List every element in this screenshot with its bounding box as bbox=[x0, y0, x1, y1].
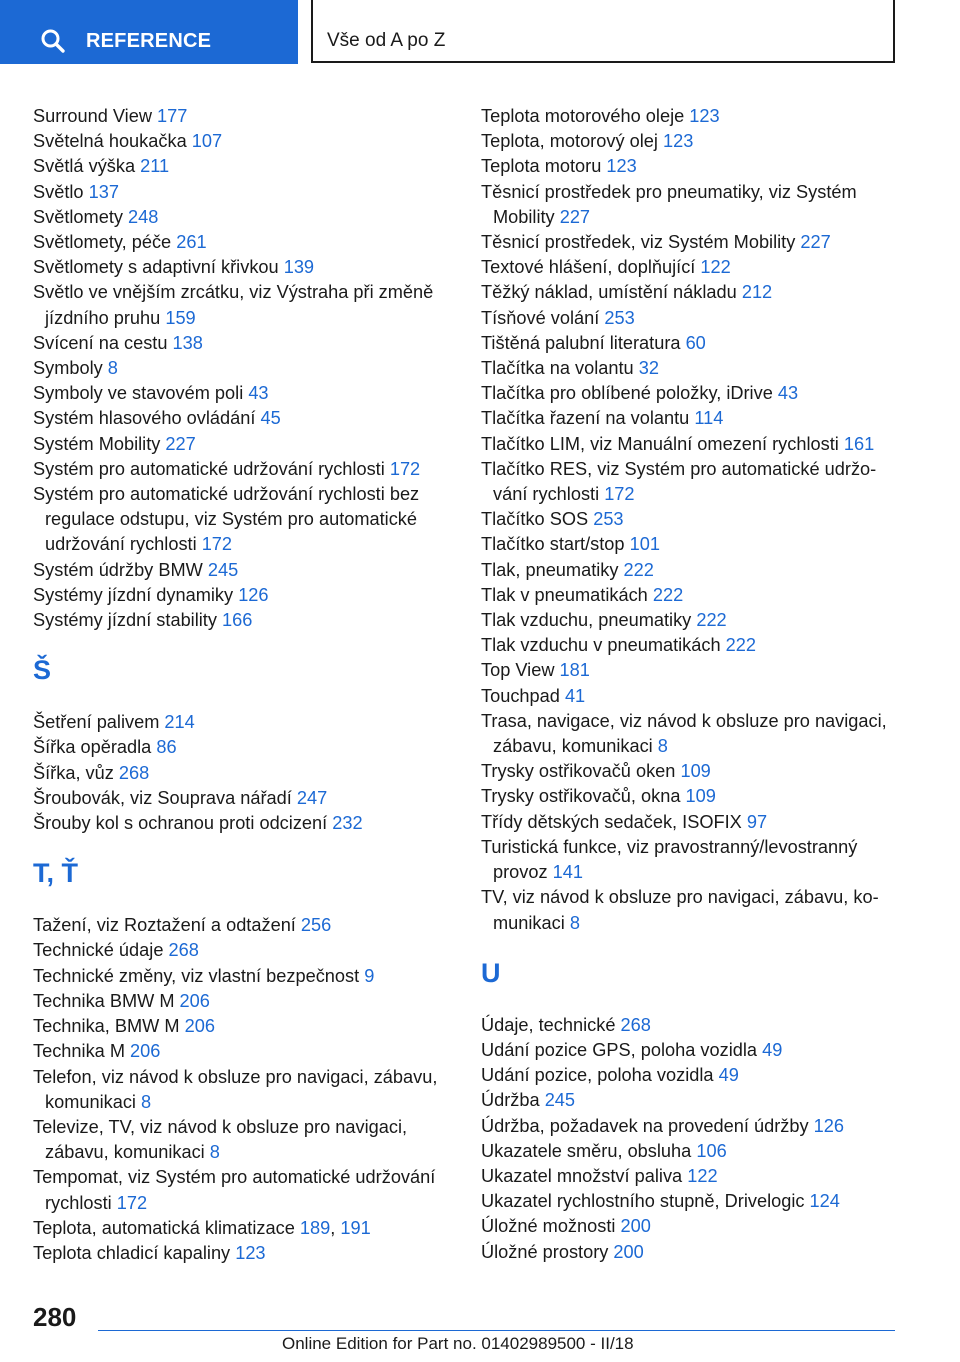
index-entry-text: Tlačítka řazení na volantu bbox=[481, 408, 695, 429]
index-entry-text: Tažení, viz Roztažení a odtažení bbox=[33, 915, 301, 936]
index-entry-text: Světlomety, péče bbox=[33, 232, 177, 253]
index-entry-text: Tísňové volání bbox=[481, 307, 605, 328]
page-link[interactable]: 123 bbox=[662, 131, 694, 152]
index-entry-text: Teplota, motorový olej bbox=[481, 131, 663, 152]
index-entry bbox=[33, 989, 453, 1014]
index-entry-text: Údržba, požadavek na provedení údržby bbox=[481, 1115, 814, 1136]
index-entry-text: Světlo bbox=[33, 181, 89, 202]
index-entry bbox=[481, 709, 901, 759]
index-entry-text: Trysky ostřikovačů, okna bbox=[481, 786, 686, 807]
index-entry-text: Technické změny, viz vlastní bezpečnost bbox=[33, 965, 365, 986]
page-link[interactable]: 106 bbox=[696, 1140, 727, 1161]
page-link[interactable]: 253 bbox=[604, 307, 635, 328]
index-entry bbox=[481, 1240, 901, 1265]
index-entry bbox=[481, 1139, 901, 1164]
index-entry-text: Světlomety s adaptivní křivkou bbox=[33, 257, 284, 278]
page-link[interactable]: 8 bbox=[569, 912, 580, 933]
page-link[interactable]: 268 bbox=[620, 1014, 651, 1035]
page-link[interactable]: 109 bbox=[685, 786, 716, 807]
page-link[interactable]: 189 bbox=[299, 1217, 331, 1238]
index-entry bbox=[33, 558, 453, 583]
index-entry-text: Systém Mobility bbox=[33, 433, 166, 454]
index-entry bbox=[481, 180, 901, 230]
page-link[interactable]: 124 bbox=[809, 1191, 840, 1212]
index-entry bbox=[33, 104, 453, 129]
page-link[interactable]: 222 bbox=[725, 635, 757, 656]
page-link[interactable]: 214 bbox=[164, 712, 195, 733]
index-entry-text: Úložné prostory bbox=[481, 1241, 614, 1262]
index-entry-text: Teplota motorového oleje bbox=[481, 106, 690, 126]
index-entry-text: Trysky ostřikovačů oken bbox=[481, 761, 681, 782]
page-link[interactable]: 137 bbox=[88, 181, 119, 202]
page-link[interactable]: 248 bbox=[128, 206, 159, 227]
index-entry bbox=[481, 532, 901, 557]
page-header bbox=[0, 0, 960, 66]
index-entry-text: TV, viz návod k obsluze pro navigaci, zábavu, komunikaci bbox=[481, 887, 879, 933]
index-entry-text: Technika BMW M bbox=[33, 990, 180, 1011]
index-entry bbox=[481, 306, 901, 331]
section-heading: U bbox=[481, 957, 501, 988]
page-link[interactable]: 32 bbox=[638, 358, 659, 379]
index-entry-text: Šířka, vůz bbox=[33, 762, 119, 783]
index-entry bbox=[33, 811, 453, 836]
index-entry-text: Tlak vzduchu, pneumatiky bbox=[481, 610, 697, 631]
index-entry bbox=[33, 1241, 453, 1266]
index-entry-text: Tlačítko LIM, viz Manuální omezení rychlosti bbox=[481, 433, 844, 454]
index-entry-text: Tlačítko SOS bbox=[481, 509, 594, 530]
index-entry-text: Turistická funkce, viz pravostranný/levostranný provoz bbox=[481, 836, 858, 883]
page-link[interactable]: 200 bbox=[620, 1216, 651, 1237]
index-entry-text: Tištěná palubní literatura bbox=[481, 332, 686, 353]
index-entry-text: Systém hlasového ovládání bbox=[33, 408, 261, 429]
index-entry-text: Šířka opěradla bbox=[33, 737, 157, 758]
index-entry bbox=[33, 457, 453, 482]
index-entry bbox=[33, 406, 453, 431]
index-entry-text: Třídy dětských sedaček, ISOFIX bbox=[481, 811, 747, 832]
page-link[interactable]: 122 bbox=[700, 257, 731, 278]
page-link[interactable]: 41 bbox=[564, 685, 586, 706]
index-entry-text: Údaje, technické bbox=[481, 1014, 621, 1035]
index-entry bbox=[481, 1063, 901, 1088]
index-entry-text: Tlačítko start/stop bbox=[481, 534, 630, 555]
index-entry bbox=[33, 230, 453, 255]
page-link[interactable]: 181 bbox=[559, 660, 590, 681]
index-entry bbox=[33, 331, 453, 356]
page-link[interactable]: 161 bbox=[843, 433, 875, 454]
index-entry bbox=[481, 558, 901, 583]
index-entry bbox=[481, 583, 901, 608]
index-entry-text: Světelná houkačka bbox=[33, 131, 192, 152]
page-link[interactable]: 245 bbox=[544, 1090, 576, 1111]
index-entry-text: Systém údržby BMW bbox=[33, 559, 208, 580]
index-entry bbox=[481, 154, 901, 179]
page-link[interactable]: 8 bbox=[657, 736, 668, 757]
index-entry bbox=[481, 633, 901, 658]
page-link[interactable]: 122 bbox=[687, 1165, 718, 1186]
index-entry bbox=[481, 457, 901, 507]
index-entry bbox=[33, 1039, 453, 1064]
page-link[interactable]: 43 bbox=[248, 383, 269, 404]
index-entry-text: Telefon, viz návod k obsluze pro navigaci, zábavu, komunikaci bbox=[33, 1066, 438, 1112]
index-entry-text: Symboly ve stavovém poli bbox=[33, 383, 249, 404]
page-link[interactable]: 206 bbox=[179, 990, 210, 1011]
index-entry bbox=[33, 761, 453, 786]
index-entry bbox=[481, 784, 901, 809]
reference-label: REFERENCE bbox=[86, 30, 212, 52]
index-entry bbox=[481, 835, 901, 885]
index-entry-text: Světlá výška bbox=[33, 156, 141, 177]
page-link[interactable]: 49 bbox=[762, 1039, 783, 1060]
page-link[interactable]: 247 bbox=[296, 787, 328, 808]
reference-tab[interactable] bbox=[0, 0, 298, 64]
index-entry bbox=[33, 255, 453, 280]
page-link[interactable]: 97 bbox=[746, 811, 768, 832]
page-link[interactable]: 8 bbox=[107, 358, 118, 379]
index-entry-text: Šetření palivem bbox=[33, 712, 165, 733]
index-entry-text: Touchpad bbox=[481, 685, 565, 706]
index-entry-text: Systémy jízdní dynamiky bbox=[33, 584, 239, 605]
index-entry bbox=[33, 964, 453, 989]
index-entry-text: Surround View bbox=[33, 106, 158, 126]
index-entry-text: Tlak, pneumatiky bbox=[481, 559, 624, 580]
index-entry-text: Světlo ve vnějším zrcátku, viz Výstraha při změně jízdního pruhu bbox=[33, 282, 434, 328]
index-entry bbox=[481, 104, 901, 129]
page-link[interactable]: 212 bbox=[741, 282, 773, 303]
index-entry bbox=[481, 1214, 901, 1239]
index-entry-text: Těsnicí prostředek, viz Systém Mobility bbox=[481, 232, 801, 253]
index-entry bbox=[33, 938, 453, 963]
page-number: 280 bbox=[33, 1302, 77, 1332]
index-entry bbox=[481, 1189, 901, 1214]
index-entry bbox=[481, 1038, 901, 1063]
index-entry-text: Symboly bbox=[33, 358, 108, 379]
index-entry bbox=[481, 759, 901, 784]
page-link[interactable]: 172 bbox=[201, 534, 233, 555]
index-entry-text: Trasa, navigace, viz návod k obsluze pro navigaci, zábavu, komunikaci bbox=[481, 710, 887, 757]
index-entry-text: Teplota chladicí kapaliny bbox=[33, 1242, 236, 1263]
index-entry-text: Tlačítko RES, viz Systém pro automatické udržování rychlosti bbox=[481, 458, 877, 505]
index-entry bbox=[481, 381, 901, 406]
index-entry-text: Úložné možnosti bbox=[481, 1216, 621, 1237]
page-link[interactable]: 177 bbox=[157, 106, 188, 126]
page-link[interactable]: 109 bbox=[680, 761, 711, 782]
index-entry bbox=[33, 381, 453, 406]
index-entry bbox=[33, 280, 453, 330]
index-entry bbox=[33, 482, 453, 558]
index-entry bbox=[481, 684, 901, 709]
page-link[interactable]: 123 bbox=[689, 106, 720, 126]
index-entry-text: Udání pozice, poloha vozidla bbox=[481, 1065, 719, 1086]
page-link[interactable]: 60 bbox=[685, 332, 706, 353]
page-link[interactable]: 211 bbox=[140, 156, 170, 177]
index-entry-text: Televize, TV, viz návod k obsluze pro navigaci, zábavu, komunikaci bbox=[33, 1116, 408, 1163]
page-link[interactable]: 227 bbox=[165, 433, 196, 454]
index-entry-text: Světlomety bbox=[33, 206, 129, 227]
index-column-right bbox=[481, 104, 901, 1265]
page-link[interactable]: 256 bbox=[300, 915, 332, 936]
index-entry bbox=[33, 608, 453, 633]
page-link[interactable]: 253 bbox=[593, 509, 624, 530]
index-entry bbox=[33, 1014, 453, 1039]
index-entry bbox=[33, 735, 453, 760]
index-entry bbox=[481, 885, 901, 935]
edition-text: Online Edition for Part no. 01402989500 - II/18 bbox=[282, 1334, 634, 1353]
index-entry bbox=[33, 710, 453, 735]
page-link[interactable]: 114 bbox=[694, 408, 724, 429]
index-entry bbox=[481, 1114, 901, 1139]
index-entry bbox=[481, 810, 901, 835]
index-entry bbox=[481, 1013, 901, 1038]
page-link[interactable]: 261 bbox=[176, 232, 207, 253]
index-entry-text: Textové hlášení, doplňující bbox=[481, 257, 701, 278]
index-entry bbox=[481, 658, 901, 683]
index-entry-text: Systém pro automatické udržování rychlosti bbox=[33, 458, 390, 479]
page-footer bbox=[0, 1290, 960, 1362]
index-entry bbox=[481, 356, 901, 381]
index-entry bbox=[33, 356, 453, 381]
index-entry bbox=[481, 507, 901, 532]
index-entry-text: Šroubovák, viz Souprava nářadí bbox=[33, 787, 297, 808]
page-link[interactable]: 8 bbox=[141, 1091, 152, 1112]
page-link[interactable]: 245 bbox=[207, 559, 239, 580]
breadcrumb bbox=[311, 0, 895, 63]
breadcrumb-text: Vše od A po Z bbox=[327, 30, 446, 51]
index-entry bbox=[33, 1115, 453, 1165]
index-entry-text: Údržba bbox=[481, 1090, 545, 1111]
page-link[interactable]: 268 bbox=[118, 762, 150, 783]
index-entry bbox=[481, 255, 901, 280]
page-link[interactable]: 206 bbox=[130, 1041, 161, 1062]
page-link[interactable]: 107 bbox=[191, 131, 223, 152]
page-link[interactable]: 222 bbox=[623, 559, 654, 580]
search-icon bbox=[40, 28, 66, 54]
index-entry bbox=[33, 913, 453, 938]
footer-divider bbox=[98, 1330, 895, 1331]
page-link[interactable]: 123 bbox=[235, 1242, 266, 1263]
index-entry-text: Top View bbox=[481, 660, 560, 681]
index-entry bbox=[481, 432, 901, 457]
index-entry bbox=[481, 129, 901, 154]
page-link[interactable]: 45 bbox=[260, 408, 281, 429]
page-link[interactable]: 49 bbox=[718, 1065, 739, 1086]
page-link[interactable]: 222 bbox=[652, 584, 684, 605]
index-entry-text: Tlačítka pro oblíbené položky, iDrive bbox=[481, 383, 778, 404]
index-entry-text: Teplota motoru bbox=[481, 156, 607, 177]
page-link[interactable]: 138 bbox=[172, 332, 203, 353]
index-entry bbox=[481, 331, 901, 356]
page-link[interactable]: 101 bbox=[629, 534, 660, 555]
page-link[interactable]: 139 bbox=[283, 257, 315, 278]
section-heading: Š bbox=[33, 655, 52, 686]
index-entry-text: Tlačítka na volantu bbox=[481, 358, 639, 379]
page-link[interactable]: 232 bbox=[332, 813, 363, 834]
page-link[interactable]: 141 bbox=[552, 862, 584, 883]
index-entry-text: Ukazatele směru, obsluha bbox=[481, 1140, 697, 1161]
index-entry-text: Šrouby kol s ochranou proti odcizení bbox=[33, 813, 333, 834]
index-entry-text: Udání pozice GPS, poloha vozidla bbox=[481, 1039, 763, 1060]
index-entry-text: Technické údaje bbox=[33, 940, 169, 961]
page-link[interactable]: 126 bbox=[238, 584, 269, 605]
page-link[interactable]: 123 bbox=[606, 156, 637, 177]
index-entry-text: Systém pro automatické udržování rychlosti bez regulace odstupu, viz Systém pro automatické udržování rychlosti bbox=[33, 484, 420, 555]
index-entry-text: Ukazatel rychlostního stupně, Drivelogic bbox=[481, 1191, 810, 1212]
page-link[interactable]: 206 bbox=[184, 1016, 215, 1037]
index-entry bbox=[33, 1065, 453, 1115]
page-link[interactable]: 200 bbox=[613, 1241, 644, 1262]
page-link[interactable]: 159 bbox=[165, 307, 196, 328]
index-entry-text: Svícení na cestu bbox=[33, 332, 173, 353]
page-link[interactable]: 86 bbox=[156, 737, 177, 758]
index-entry bbox=[481, 1088, 901, 1113]
index-entry bbox=[481, 406, 901, 431]
section-heading: T, Ť bbox=[33, 858, 78, 889]
index-entry: Teplota, automatická klimatizace 189, 191 bbox=[33, 1217, 371, 1238]
index-entry bbox=[33, 583, 453, 608]
index-entry-text: Tlak v pneumatikách bbox=[481, 584, 653, 605]
page-link[interactable]: 172 bbox=[389, 458, 421, 479]
index-entry-text: Teplota, automatická klimatizace bbox=[33, 1217, 300, 1238]
index-entry bbox=[481, 280, 901, 305]
page-link[interactable]: 191 bbox=[340, 1217, 371, 1238]
index-entry bbox=[33, 432, 453, 457]
index-column-left bbox=[33, 104, 453, 1266]
index-entry-text: Systémy jízdní stability bbox=[33, 610, 223, 631]
page-link[interactable]: 172 bbox=[604, 484, 635, 505]
index-entry bbox=[33, 205, 453, 230]
page-link[interactable]: 227 bbox=[800, 232, 831, 253]
index-entry bbox=[33, 786, 453, 811]
page-link[interactable]: 43 bbox=[777, 383, 799, 404]
index-entry bbox=[481, 1164, 901, 1189]
index-entry bbox=[33, 154, 453, 179]
index-entry bbox=[33, 1165, 453, 1215]
index-entry bbox=[33, 180, 453, 205]
index-entry bbox=[481, 230, 901, 255]
page-link[interactable]: 126 bbox=[813, 1115, 844, 1136]
page-link[interactable]: 222 bbox=[696, 610, 727, 631]
index-entry-text: Technika, BMW M bbox=[33, 1016, 185, 1037]
page-link[interactable]: 166 bbox=[222, 610, 253, 631]
index-entry bbox=[481, 608, 901, 633]
page-link[interactable]: 227 bbox=[559, 206, 591, 227]
index-entry-text: Ukazatel množství paliva bbox=[481, 1165, 688, 1186]
index-entry-text: Tlak vzduchu v pneumatikách bbox=[481, 635, 726, 656]
index-entry-text: Těžký náklad, umístění nákladu bbox=[481, 282, 742, 303]
index-entry bbox=[33, 129, 453, 154]
page-link[interactable]: 268 bbox=[168, 940, 199, 961]
index-entry-text: Těsnicí prostředek pro pneumatiky, viz Systém Mobility bbox=[481, 181, 857, 227]
index-entry-text: Technika M bbox=[33, 1041, 131, 1062]
page-link[interactable]: 8 bbox=[209, 1142, 220, 1163]
index-entry-text: Tempomat, viz Systém pro automatické udržování rychlosti bbox=[33, 1167, 436, 1213]
page-link[interactable]: 172 bbox=[116, 1192, 148, 1213]
page-link[interactable]: 9 bbox=[364, 965, 375, 986]
